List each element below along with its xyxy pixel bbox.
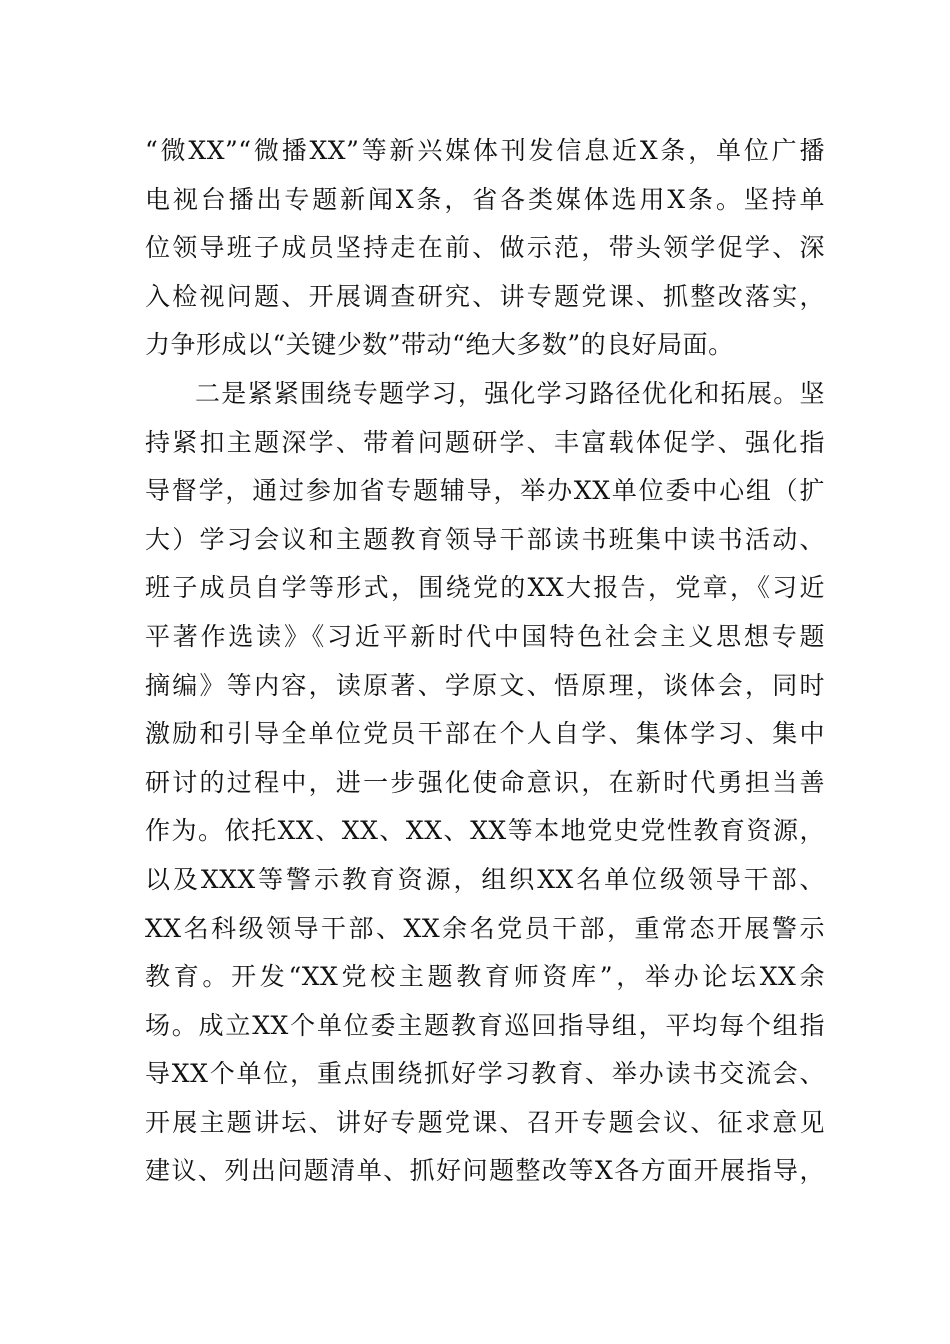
text-line: 持紧扣主题深学、带着问题研学、丰富载体促学、强化指 (145, 427, 825, 457)
text-line: 摘编》等内容，读原著、学原文、悟原理，谈体会，同时 (145, 670, 825, 700)
text-line: 场。成立XX个单位委主题教育巡回指导组，平均每个组指 (145, 1010, 825, 1040)
text-line: 班子成员自学等形式，围绕党的XX大报告，党章，《习近 (145, 573, 825, 603)
text-line: 教育。开发“XX党校主题教育师资库”，举办论坛XX余 (145, 962, 825, 992)
text-line: 以及XXX等警示教育资源，组织XX名单位级领导干部、 (145, 864, 825, 894)
text-line: 大）学习会议和主题教育领导干部读书班集中读书活动、 (145, 524, 825, 554)
text-line: XX名科级领导干部、XX余名党员干部，重常态开展警示 (145, 913, 825, 943)
text-line: 研讨的过程中，进一步强化使命意识，在新时代勇担当善 (145, 767, 825, 797)
text-line: 导督学，通过参加省专题辅导，举办XX单位委中心组（扩 (145, 476, 825, 506)
text-line: 开展主题讲坛、讲好专题党课、召开专题会议、征求意见 (145, 1107, 825, 1137)
text-line: 电视台播出专题新闻X条，省各类媒体选用X条。坚持单 (145, 184, 825, 214)
document-body (145, 127, 825, 1196)
text-line: 位领导班子成员坚持走在前、做示范，带头领学促学、深 (145, 233, 825, 263)
text-line: 力争形成以“关键少数”带动“绝大多数”的良好局面。 (145, 330, 734, 360)
text-line: 导XX个单位，重点围绕抓好学习教育、举办读书交流会、 (145, 1059, 825, 1089)
paragraph-first-line: 二是紧紧围绕专题学习，强化学习路径优化和拓展。坚 (195, 378, 825, 408)
text-line: 入检视问题、开展调查研究、讲专题党课、抓整改落实， (145, 281, 825, 311)
text-line: 平著作选读》《习近平新时代中国特色社会主义思想专题 (145, 621, 825, 651)
text-line: 建议、列出问题清单、抓好问题整改等X各方面开展指导， (145, 1156, 825, 1186)
text-line: 激励和引导全单位党员干部在个人自学、集体学习、集中 (145, 719, 825, 749)
text-line: 作为。依托XX、XX、XX、XX等本地党史党性教育资源， (145, 816, 825, 846)
text-line: “微XX”“微播XX”等新兴媒体刊发信息近X条，单位广播 (145, 136, 825, 165)
